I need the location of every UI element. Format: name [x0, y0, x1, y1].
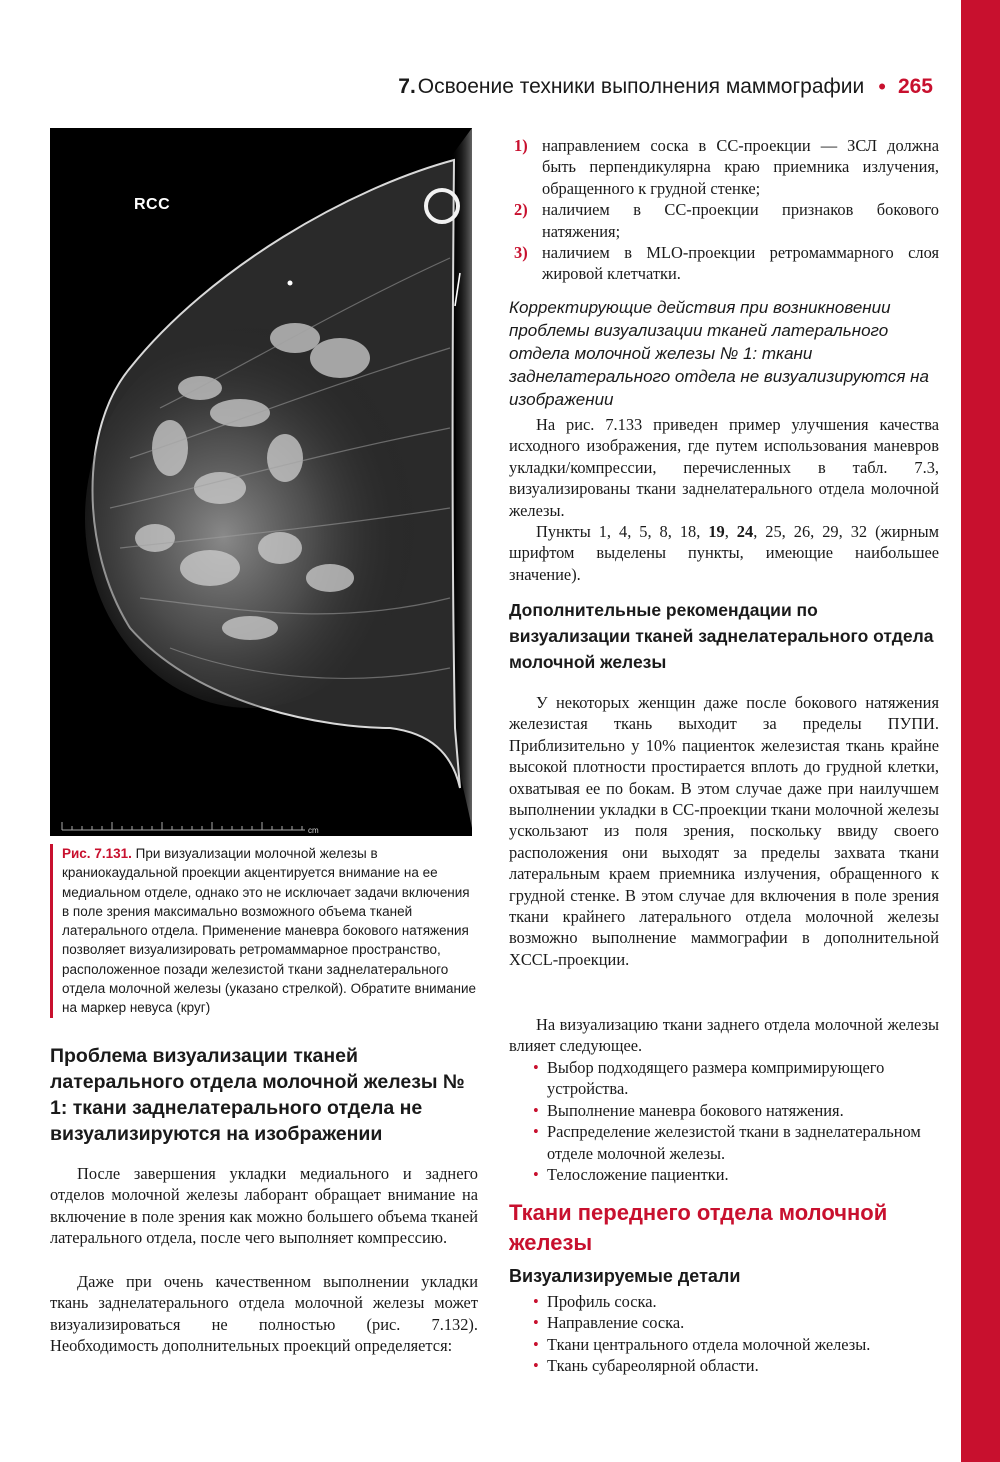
left-section-heading: Проблема визуализации тканей латерального отдела молочной железы № 1: ткани заднелатерального отдела не визуализируются на изображении — [50, 1045, 465, 1145]
item-text: Направление соска. — [547, 1313, 685, 1333]
bullet-icon: • — [533, 1313, 539, 1333]
page-edge-strip — [961, 0, 1000, 1462]
item-text: Телосложение пациентки. — [547, 1165, 729, 1185]
figure-caption — [50, 844, 478, 1018]
left-paragraph-1: После завершения укладки медиального и заднего отделов молочной железы лаборант обращает внимание на включение в поле зрения как можно большего объема тканей латерального отдела, после чего выполняет компрессию. — [50, 1164, 478, 1248]
item-number: 1) — [514, 136, 528, 155]
item-text: наличием в MLO-проекции ретромаммарного слоя жировой клетчатки. — [542, 243, 939, 284]
list-item — [509, 1121, 939, 1164]
caption-text: При визуализации молочной железы в краниокаудальной проекции акцентируется внимание на ее медиальном отделе, однако это не исключает задачи включения в поле зрения максимально возможного объема тканей латерального отдела. Применение маневра бокового натяжения позволяет визуализировать ретромаммарное пространство, расположенное позади железистой ткани заднелатерального отдела молочной железы (указано стрелкой). Обратите внимание на маркер невуса (круг) — [62, 846, 476, 1016]
list-item — [509, 1057, 939, 1100]
text-run: , 25, 26, 29, 32 (жирным шрифтом выделены пункты, имеющие наибольшее значение). — [509, 522, 939, 584]
details-list — [509, 1291, 939, 1377]
running-head — [398, 74, 933, 100]
item-text: Выбор подходящего размера компримирующего устройства. — [547, 1058, 885, 1099]
right-paragraph-1: На рис. 7.133 приведен пример улучшения качества исходного изображения, где путем использования маневров укладки/компрессии, перечисленных в табл. 7.3, визуализированы ткани заднелатерального отдела молочной железы. — [509, 415, 939, 520]
list-item — [509, 1164, 939, 1185]
list-item — [509, 1312, 939, 1333]
bullet-icon: • — [533, 1292, 539, 1311]
projection-label: RCC — [134, 196, 171, 213]
section-title: Ткани переднего отдела молочной железы — [509, 1200, 888, 1255]
numbered-list — [509, 135, 939, 285]
bullet-icon: • — [533, 1356, 539, 1376]
item-text: Профиль соска. — [547, 1292, 657, 1311]
right-paragraph-3: У некоторых женщин даже после бокового натяжения железистая ткань выходит за пределы ПУПИ. Приблизительно у 10% пациенток железистая ткань крайне высокой плотности простирается вплоть до грудной клетки, охватывая ее по бокам. В этом случае даже при наилучшем выполнении укладки в СС-проекции ткани молочной железы ускользают из поля зрения, поскольку ввиду своего расположения они выходят за пределы захвата ткани латеральным краем приемника излучения, обращенного к грудной стенке. В этом случае для включения в поле зрения ткани крайнего латерального отдела молочной железы возможно выполнение маммографии в дополнительной XCCL-проекции. — [509, 693, 939, 969]
scale-label: cm — [308, 826, 319, 835]
right-paragraph-4: На визуализацию ткани заднего отдела молочной железы влияет следующее. — [509, 1015, 939, 1056]
bullet-icon: • — [533, 1122, 539, 1142]
item-text: Распределение железистой ткани в заднелатеральном отделе молочной железы. — [547, 1122, 921, 1163]
item-text: Ткань субареолярной области. — [547, 1356, 759, 1376]
header-separator: • — [878, 74, 886, 99]
text-run: , — [724, 522, 737, 541]
bullet-icon: • — [533, 1165, 539, 1185]
item-text: наличием в СС-проекции признаков бокового натяжения; — [542, 200, 939, 241]
caption-label: Рис. 7.131. — [62, 846, 132, 861]
italic-subheading: Корректирующие действия при возникновении проблемы визуализации тканей латерального отдела молочной железы № 1: ткани заднелатерального отдела не визуализируются на изображении — [509, 298, 929, 409]
bullet-icon: • — [533, 1100, 539, 1120]
bold-item: 24 — [736, 522, 754, 541]
list-item — [509, 135, 939, 199]
mammogram-image — [50, 128, 472, 836]
bullet-icon: • — [533, 1058, 539, 1077]
item-text: Выполнение маневра бокового натяжения. — [547, 1100, 844, 1120]
list-item — [509, 1355, 939, 1376]
item-number: 3) — [514, 243, 528, 263]
item-text: Ткани центрального отдела молочной железы. — [547, 1334, 871, 1354]
chapter-number: 7. — [398, 75, 416, 98]
bold-item: 19 — [708, 522, 725, 541]
chapter-title: Освоение техники выполнения маммографии — [417, 75, 865, 98]
recommendations-heading: Дополнительные рекомендации по визуализации тканей заднелатерального отдела молочной железы — [509, 600, 934, 672]
factors-list — [509, 1057, 939, 1185]
left-paragraph-2: Даже при очень качественном выполнении укладки ткань заднелатерального отдела молочной железы может визуализироваться не полностью (рис. 7.132). Необходимость дополнительных проекций определяется: — [50, 1272, 478, 1356]
list-item — [509, 199, 939, 242]
text-run: Пункты 1, 4, 5, 8, 18, — [536, 522, 709, 541]
subsection-title: Визуализируемые детали — [509, 1266, 741, 1286]
right-paragraph-2 — [509, 521, 939, 585]
bullet-icon: • — [533, 1334, 539, 1354]
page-number: 265 — [897, 75, 933, 98]
list-item — [509, 242, 939, 285]
item-text: направлением соска в СС-проекции — ЗСЛ должна быть перпендикулярна краю приемника излучения, обращенного к грудной стенке; — [542, 136, 939, 198]
list-item — [509, 1291, 939, 1312]
list-item — [509, 1100, 939, 1121]
item-number: 2) — [514, 200, 528, 220]
list-item — [509, 1334, 939, 1355]
